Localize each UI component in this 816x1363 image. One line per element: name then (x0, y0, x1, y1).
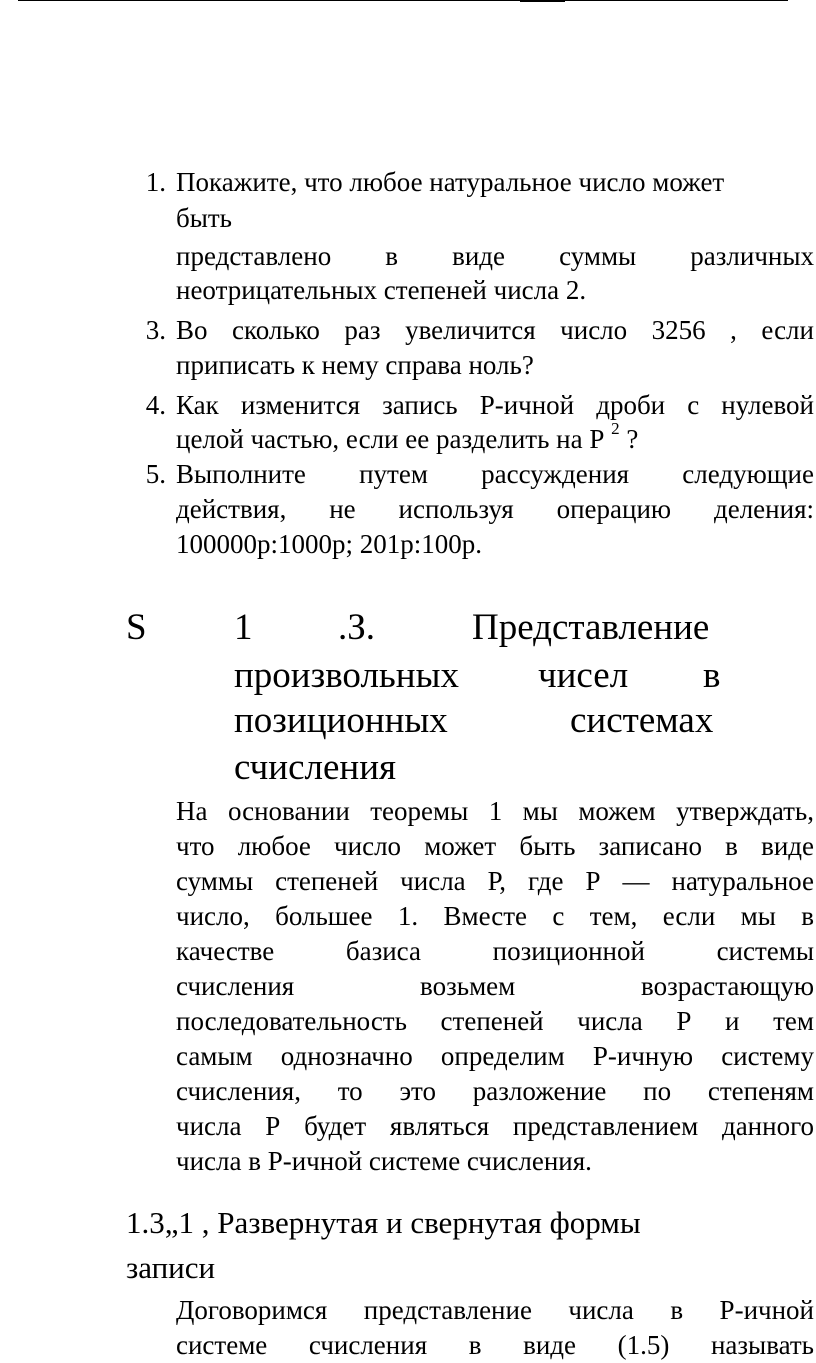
section-prefix: S (126, 607, 147, 648)
paragraph-line: счисления возьмем возрастающую (176, 971, 814, 1001)
section-title-word: чисел (538, 655, 629, 696)
paragraph-line: счисления, то это разложение по степеням (176, 1076, 814, 1106)
section-title-word: в (703, 655, 721, 696)
paragraph-line: что любое число может быть записано в виде (176, 831, 814, 861)
paragraph-line: системе счисления в виде (1.5) называть (176, 1330, 814, 1360)
paragraph-line: На основании теоремы 1 мы можем утверждать, (176, 796, 814, 826)
list-number: 5. (145, 459, 166, 489)
list-item-text: ? (626, 424, 639, 454)
list-item-line: 100000р:1000р; 201р:100р. (176, 529, 483, 559)
paragraph-line: суммы степеней числа Р, где Р — натуральное (176, 866, 814, 896)
paragraph-line: числа Р будет являться представлением данного (176, 1111, 814, 1141)
paragraph-line: самым однозначно определим Р-ичную систему (176, 1041, 814, 1071)
section-title-word: позиционных (234, 700, 448, 741)
list-item-line: приписать к нему справа ноль? (176, 350, 534, 380)
section-title-word: произвольных (234, 655, 459, 696)
list-number: 4. (145, 390, 166, 420)
list-item-line: Покажите, что любое натуральное число может (176, 167, 725, 197)
list-number: 3. (145, 315, 166, 345)
section-number: 1 (234, 607, 253, 648)
superscript: 2 (611, 419, 620, 438)
top-rule (18, 0, 788, 1)
paragraph-line: числа в Р-ичной системе счисления. (176, 1146, 592, 1176)
paragraph-line: Договоримся представление числа в Р-ичной (176, 1295, 814, 1325)
list-item-line: Как изменится запись Р-ичной дроби с нулевой (176, 390, 814, 420)
list-item-line (176, 421, 638, 457)
top-rule-accent (520, 0, 565, 2)
subsection-title: 1.3„1 , Развернутая и свернутая формы (126, 1205, 641, 1240)
section-title-word: счисления (234, 747, 397, 788)
paragraph-line: число, большее 1. Вместе с тем, если мы в (176, 901, 814, 931)
list-item-text: целой частью, если ее разделить на Р (176, 424, 605, 454)
list-number: 1. (145, 167, 166, 197)
paragraph-line: последовательность степеней числа Р и тем (176, 1006, 814, 1036)
list-item-line: действия, не используя операцию деления: (176, 494, 814, 524)
list-item-line: представлено в виде суммы различных (176, 241, 814, 271)
section-number: .З. (338, 607, 376, 648)
subsection-title: записи (126, 1250, 216, 1285)
paragraph-line: качестве базиса позиционной системы (176, 936, 814, 966)
section-title-word: системах (570, 700, 714, 741)
list-item-line: быть (176, 203, 232, 233)
list-item-line: неотрицательных степеней числа 2. (176, 275, 587, 305)
list-item-line: Выполните путем рассуждения следующие (176, 459, 814, 489)
list-item-line: Во сколько раз увеличится число 3256 , если (176, 315, 814, 345)
section-title-word: Представление (472, 607, 710, 648)
